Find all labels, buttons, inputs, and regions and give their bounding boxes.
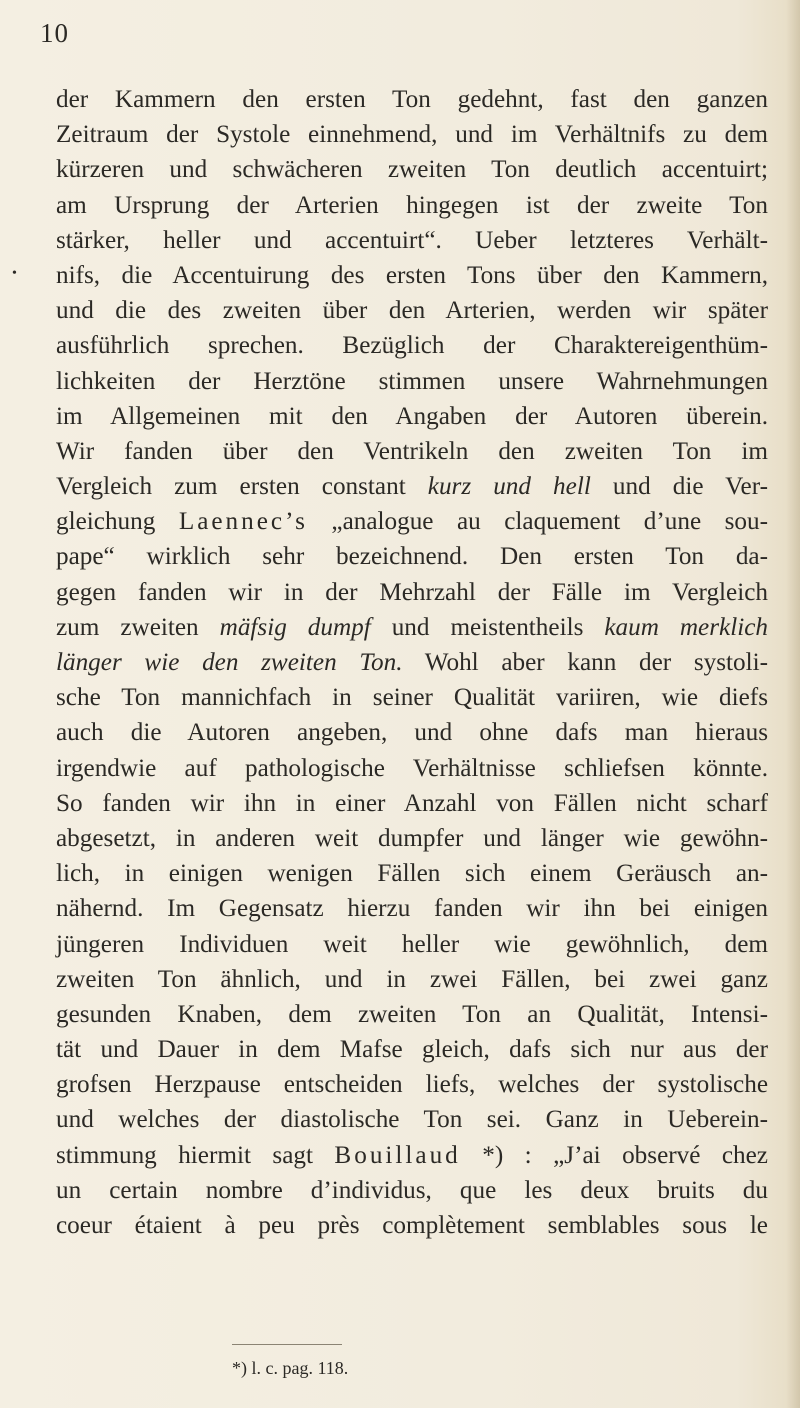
text-segment: un certain nombre d’individus, que les deux bruits du	[56, 1176, 768, 1204]
text-line	[56, 680, 768, 715]
footnote: *) l. c. pag. 118.	[232, 1358, 349, 1378]
author-name: Bouillaud	[334, 1141, 461, 1169]
text-line	[56, 927, 768, 962]
text-segment: gleichung	[56, 508, 179, 536]
emphasized-text: länger wie den zweiten Ton.	[56, 649, 403, 676]
text-line	[56, 188, 768, 223]
text-line	[56, 434, 768, 469]
text-line	[56, 152, 768, 187]
text-segment: im Allgemeinen mit den Angaben der Autoren überein.	[56, 402, 768, 430]
text-line	[56, 1032, 768, 1067]
text-segment: Wohl aber kann der systoli-	[402, 649, 768, 676]
text-segment: gegen fanden wir in der Mehrzahl der Fälle im Vergleich	[56, 578, 768, 606]
text-line	[56, 645, 768, 680]
text-segment: ausführlich sprechen. Bezüglich der Charaktereigenthüm-	[56, 332, 768, 360]
text-segment: und welches der diastolische Ton sei. Ganz in Ueberein-	[56, 1106, 768, 1134]
text-line	[56, 575, 768, 610]
text-segment: pape“ wirklich sehr bezeichnend. Den ersten Ton da-	[56, 543, 768, 571]
text-segment: Zeitraum der Systole einnehmend, und im Verhältnifs zu dem	[56, 121, 768, 149]
text-segment: und meistentheils	[370, 613, 605, 641]
text-line	[56, 751, 768, 786]
emphasized-text: mäfsig dumpf	[219, 613, 371, 641]
text-segment: auch die Autoren angeben, und ohne dafs man hieraus	[56, 719, 768, 747]
body-text	[56, 82, 768, 1243]
text-segment: jüngeren Individuen weit heller wie gewöhnlich, dem	[56, 930, 768, 958]
text-segment: Wir fanden über den Ventrikeln den zweiten Ton im	[56, 437, 768, 465]
margin-mark: •	[12, 266, 17, 281]
text-line	[56, 469, 768, 504]
text-line	[56, 1208, 768, 1243]
text-line	[56, 715, 768, 750]
text-segment: zweiten Ton ähnlich, und in zwei Fällen, bei zwei ganz	[56, 965, 768, 993]
text-line	[56, 610, 768, 645]
text-segment: stimmung hiermit sagt	[56, 1141, 335, 1169]
text-line	[56, 504, 768, 539]
text-segment: nähernd. Im Gegensatz hierzu fanden wir ihn bei einigen	[56, 895, 768, 923]
text-segment: stärker, heller und accentuirt“. Ueber letzteres Verhält-	[56, 226, 768, 254]
text-line	[56, 891, 768, 926]
text-line	[56, 399, 768, 434]
text-line	[56, 786, 768, 821]
text-segment: irgendwie auf pathologische Verhältnisse schliefsen könnte.	[56, 754, 768, 782]
text-segment: der Kammern den ersten Ton gedehnt, fast den ganzen	[56, 86, 768, 113]
text-segment: Vergleich zum ersten constant	[56, 473, 428, 501]
text-segment: und die Ver-	[590, 473, 768, 501]
text-segment: *) : „J’ai observé chez	[460, 1141, 768, 1169]
author-name: Laennec’s	[178, 508, 308, 536]
text-segment: lichkeiten der Herztöne stimmen unsere Wahrnehmungen	[56, 367, 768, 395]
text-segment: abgesetzt, in anderen weit dumpfer und länger wie gewöhn-	[56, 824, 768, 852]
text-line	[56, 293, 768, 328]
text-segment: coeur étaient à peu près complètement semblables sous le	[56, 1212, 768, 1239]
text-segment: tät und Dauer in dem Mafse gleich, dafs sich nur aus der	[56, 1036, 768, 1064]
text-line	[56, 997, 768, 1032]
emphasized-text: kaum merklich	[604, 613, 768, 641]
text-line	[56, 821, 768, 856]
footnote-rule	[232, 1344, 342, 1345]
text-segment: am Ursprung der Arterien hingegen ist der zweite Ton	[56, 191, 768, 219]
page-edge-shadow	[786, 0, 800, 1408]
text-line	[56, 82, 768, 117]
text-line	[56, 539, 768, 574]
text-line	[56, 364, 768, 399]
text-segment: nifs, die Accentuirung des ersten Tons über den Kammern,	[56, 261, 768, 289]
text-segment: und die des zweiten über den Arterien, werden wir später	[56, 297, 768, 325]
text-line	[56, 117, 768, 152]
text-line	[56, 328, 768, 363]
text-line	[56, 223, 768, 258]
text-segment: zum zweiten	[56, 613, 220, 641]
page-number: 10	[40, 18, 69, 48]
text-segment: gesunden Knaben, dem zweiten Ton an Qualität, Intensi-	[56, 1000, 768, 1028]
text-segment: lich, in einigen wenigen Fällen sich einem Geräusch an-	[56, 860, 768, 888]
text-line	[56, 962, 768, 997]
text-segment: sche Ton mannichfach in seiner Qualität variiren, wie diefs	[56, 684, 768, 712]
text-line	[56, 1173, 768, 1208]
text-line	[56, 856, 768, 891]
text-segment: grofsen Herzpause entscheiden liefs, welches der systolische	[56, 1071, 768, 1099]
text-line	[56, 1067, 768, 1102]
text-segment: kürzeren und schwächeren zweiten Ton deutlich accentuirt;	[56, 156, 768, 184]
text-line	[56, 1138, 768, 1173]
text-line	[56, 1102, 768, 1137]
text-segment: So fanden wir ihn in einer Anzahl von Fällen nicht scharf	[56, 789, 768, 817]
text-line	[56, 258, 768, 293]
text-segment: „analogue au claquement d’une sou-	[307, 508, 768, 536]
emphasized-text: kurz und hell	[427, 473, 591, 501]
